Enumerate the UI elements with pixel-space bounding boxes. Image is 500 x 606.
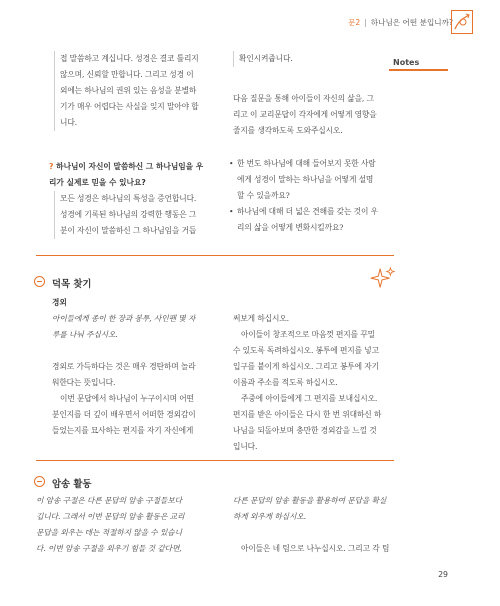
reflection-intro: 다음 질문을 통해 아이들이 자신의 삶을, 그 리고 이 교리문답이 각자에게 어떻게 영향을 줄지를 생각하도록 도와주십시오. xyxy=(233,94,377,135)
section-icon xyxy=(34,476,45,487)
top-left-paragraph: 접 말씀하고 계십니다. 성경은 결코 틀리지 않으며, 신뢰할 만합니다. 그리고 성경 이 외에는 하나님의 권위 있는 음성을 분별하 기가 매우 어렵다는 사실을 잊지 말아야 합 니다. xyxy=(54,51,220,131)
question-mark-icon: ? xyxy=(49,162,54,171)
notes-underline xyxy=(389,69,448,71)
virtue-column-right: 써보게 하십시오. 아이들이 창조적으로 마음껏 편지를 꾸밀 수 있도록 독려하십시오. 봉투에 편지를 넣고 입구를 붙이게 하십시오. 그리고 봉투에 자기 이름과 주소를 적도록 하십시오. xyxy=(233,314,379,387)
curved-arrows-icon xyxy=(451,10,473,34)
section-icon xyxy=(34,276,45,287)
notes-label: Notes xyxy=(393,58,420,67)
memory-column-right: 다른 문답의 암송 활동을 활용하여 문답을 확실 하게 외우게 하십시오. 아이들은 네 팀으로 나누십시오. 그리고 각 팀 xyxy=(233,496,390,553)
lesson-title: 하나님은 어떤 분입니까? xyxy=(370,18,453,27)
list-item: • 한 번도 하나님에 대해 들어보지 못한 사람 에게 성경이 말하는 하나님을 어떻게 설명 할 수 있을까요? xyxy=(229,156,393,204)
section-divider xyxy=(36,255,394,256)
virtue-definition: 경외로 가득하다는 것은 매우 경탄하며 놀라 워한다는 뜻입니다. xyxy=(52,362,196,387)
virtue-instructions-left: 이번 문답에서 하나님이 누구이시며 어떤 분인지를 더 깊이 배우면서 어떠한 경외감이 들었는지를 묘사하는 편지를 자기 자신에게 xyxy=(52,394,196,435)
virtue-followup: 주중에 아이들에게 그 편지를 보내십시오. 편지를 받은 아이들은 다시 한 번 위대하신 하 나님을 되돌아보며 충만한 경외감을 느낄 것 입니다. xyxy=(233,394,382,451)
discussion-question: ? 하나님이 자신이 말씀하신 그 하나님임을 우 리가 실제로 믿을 수 있나요? xyxy=(49,162,204,187)
virtue-subheading: 경외 xyxy=(52,298,67,307)
section-title: 덕목 찾기 xyxy=(52,279,92,290)
section-title: 암송 활동 xyxy=(52,479,92,490)
lesson-number: 문2 xyxy=(348,18,361,27)
list-item: • 하나님에 대해 더 넓은 견해를 갖는 것이 우 리의 삶을 어떻게 변화시킬까요? xyxy=(229,204,393,236)
sparkle-icon xyxy=(368,265,396,293)
question-answer: 모든 성경은 하나님의 특성을 증언합니다. 성경에 기록된 하나님의 강력한 행동은 그 분이 자신이 말씀하신 그 하나님임을 거듭 xyxy=(54,191,220,239)
section-divider xyxy=(36,460,394,461)
memory-column-left: 이 암송 구절은 다른 문답의 암송 구절들보다 깁니다. 그래서 이번 문답의 암송 활동은 교리 문답을 외우는 데는 적절하지 않을 수 있습니 다. 이번 암송 구절을 외우기 힘들 것 같다면, xyxy=(36,496,185,553)
top-right-column xyxy=(233,51,389,67)
header-separator: | xyxy=(364,18,367,27)
page-number: 29 xyxy=(438,570,448,579)
running-header xyxy=(348,17,453,28)
virtue-column-left: 경외 아이들에게 종이 한 장과 봉투, 사인펜 몇 자 루를 나눠 주십시오. xyxy=(52,295,228,343)
continued-line: 확인시켜줍니다. xyxy=(233,51,389,67)
reflection-questions xyxy=(229,156,393,236)
